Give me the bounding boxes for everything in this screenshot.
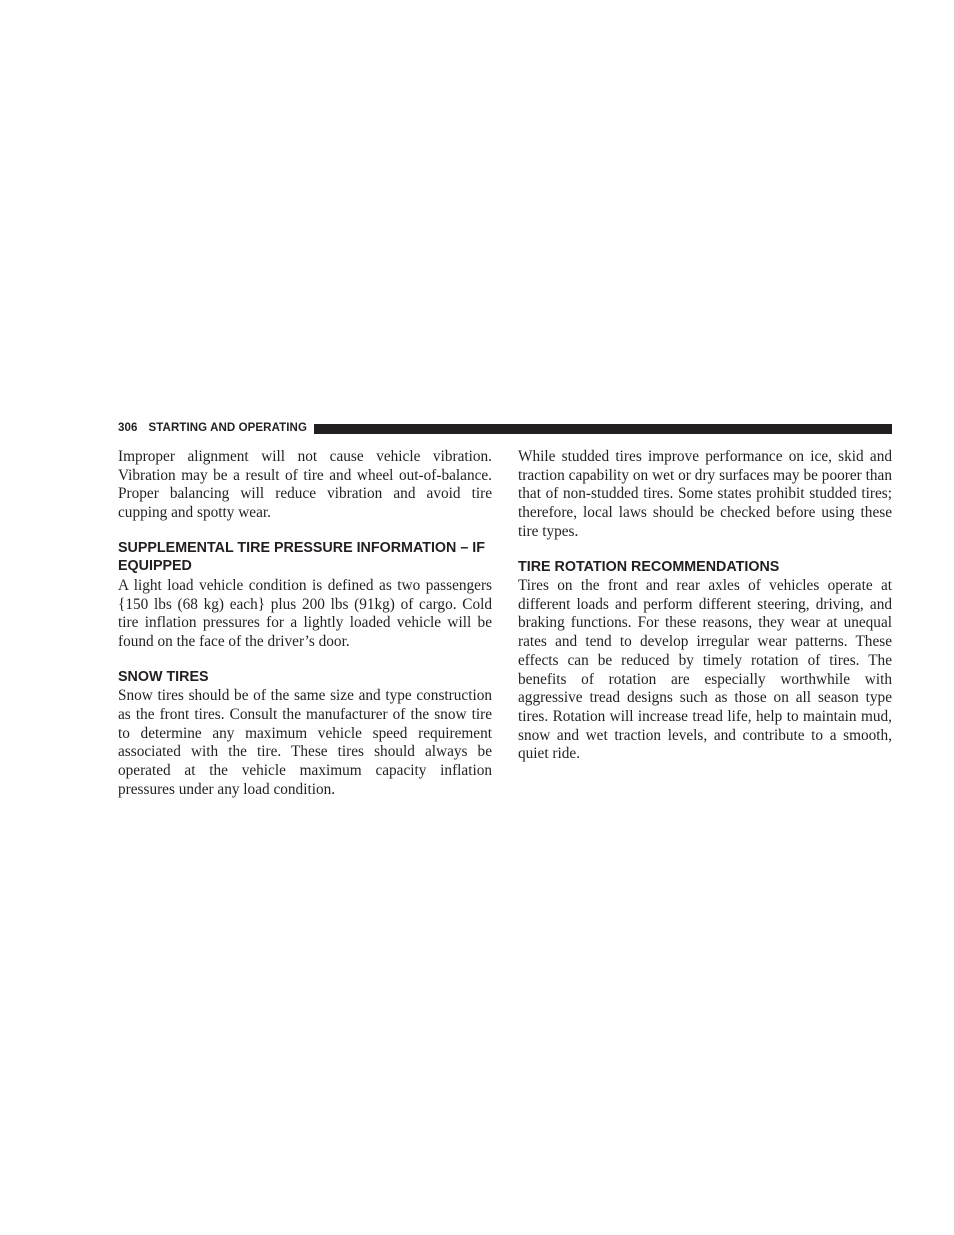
left-column <box>118 448 492 799</box>
snow-tires-heading: SNOW TIRES <box>118 668 209 685</box>
snow-tires-paragraph: Snow tires should be of the same size and type construction as the front tires. Consult the manufacturer of the snow tire to determine any maximum vehicle speed requirement associated with the tire. These tires should always be operated at the vehicle maximum capacity inflation pressures under any load condition. <box>118 687 492 798</box>
page-number: 306 <box>118 422 138 434</box>
supplemental-tire-pressure-paragraph: A light load vehicle condition is defined as two passengers {150 lbs (68 kg) each} plus 200 lbs (91kg) of cargo. Cold tire inflation pressures for a lightly loaded vehicle will be found on the face of the driver’s door. <box>118 576 492 650</box>
header-rule <box>314 424 892 434</box>
tire-rotation-paragraph: Tires on the front and rear axles of vehicles operate at different loads and perform different steering, driving, and braking functions. For these reasons, they wear at unequal rates and tend to develop irregular wear patterns. These effects can be reduced by timely rotation of tires. The benefits of rotation are especially worthwhile with aggressive tread designs such as those on all season type tires. Rotation will increase tread life, help to maintain mud, snow and wet traction levels, and contribute to a smooth, quiet ride. <box>518 577 892 763</box>
running-header <box>118 420 892 436</box>
alignment-paragraph: Improper alignment will not cause vehicle vibration. Vibration may be a result of tire and wheel out-of-balance. Proper balancing will reduce vibration and avoid tire cupping and spotty wear. <box>118 448 492 522</box>
supplemental-tire-pressure-heading: SUPPLEMENTAL TIRE PRESSURE INFORMATION – IF EQUIPPED <box>118 539 485 575</box>
right-column <box>518 448 892 764</box>
section-title: STARTING AND OPERATING <box>148 422 308 434</box>
tire-rotation-heading: TIRE ROTATION RECOMMENDATIONS <box>518 558 780 575</box>
studded-tires-paragraph: While studded tires improve performance on ice, skid and traction capability on wet or dry surfaces may be poorer than that of non-studded tires. Some states prohibit studded tires; therefore, local laws should be checked before using these tire types. <box>518 448 892 540</box>
